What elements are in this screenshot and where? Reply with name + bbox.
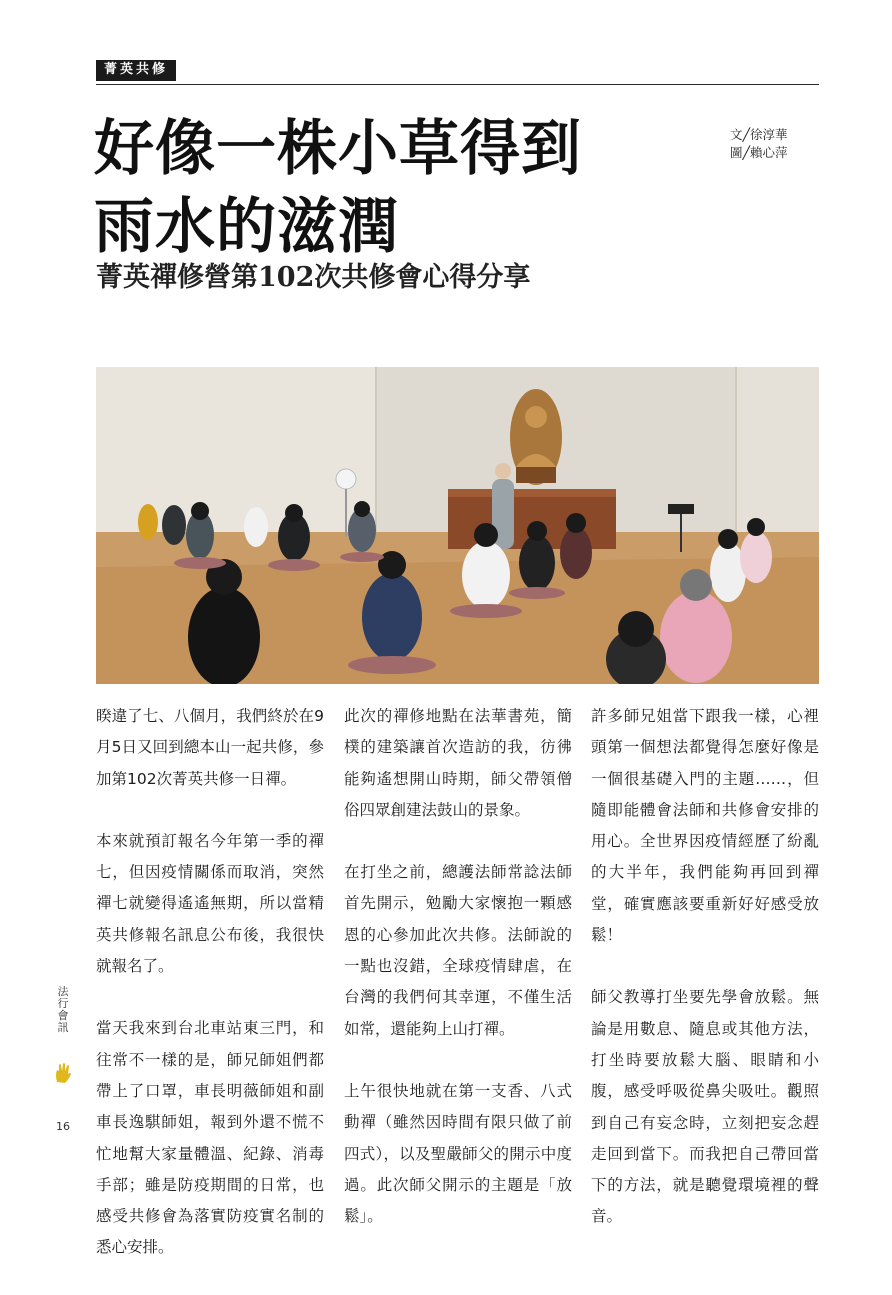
paragraph: 許多師兄姐當下跟我一樣，心裡頭第一個想法都覺得怎麼好像是一個很基礎入門的主題……，但隨即能體會法師和共修會安排的用心。全世界因疫情經歷了紛亂的大半年，我們能夠再回到禪堂，確實應該要重新好好感受放鬆！ <box>591 707 819 945</box>
paragraph: 睽違了七、八個月，我們終於在9月5日又回到總本山一起共修，參加第102次菁英共修一日禪。 <box>96 707 324 788</box>
article-credits <box>730 126 788 162</box>
header-rule <box>96 84 819 85</box>
hand-icon <box>54 1062 72 1084</box>
photo-illustration <box>96 367 819 684</box>
title-line-2: 雨水的滋潤 <box>94 192 399 262</box>
article-title <box>94 110 654 266</box>
body-column-3 <box>591 701 819 1264</box>
article-subtitle: 菁英禪修營第102次共修會心得分享 <box>96 262 531 293</box>
page-number: 16 <box>56 1120 70 1133</box>
section-tag: 菁英共修 <box>96 60 176 81</box>
title-line-1: 好像一株小草得到 <box>94 114 582 184</box>
magazine-mark: 法行會訊 <box>57 985 69 1034</box>
paragraph: 當天我來到台北車站東三門，和往常不一樣的是，師兄師姐們都帶上了口罩，車長明薇師姐和副車長逸騏師姐，報到外還不慌不忙地幫大家量體溫、紀錄、消毒手部；雖是防疫期間的日常，也感受共修會為落實防疫實名制的悉心安排。 <box>96 1019 324 1257</box>
paragraph: 師父教導打坐要先學會放鬆。無論是用數息、隨息或其他方法，打坐時要放鬆大腦、眼睛和小腹，感受呼吸從鼻尖吸吐。觀照到自己有妄念時，立刻把妄念趕走回到當下。而我把自己帶回當下的方法，就是聽覺環境裡的聲音。 <box>591 988 819 1226</box>
paragraph: 在打坐之前，總護法師常諗法師首先開示，勉勵大家懷抱一顆感恩的心參加此次共修。法師說的一點也沒錯，全球疫情肆虐，在台灣的我們何其幸運，不僅生活如常，還能夠上山打禪。 <box>344 863 572 1038</box>
meditation-hall-photo <box>96 367 819 684</box>
credit-writer: 文╱徐淳華 <box>730 127 788 142</box>
paragraph: 此次的禪修地點在法華書苑，簡樸的建築讓首次造訪的我，彷彿能夠遙想開山時期，師父帶領僧俗四眾創建法鼓山的景象。 <box>344 707 572 819</box>
body-column-1 <box>96 701 324 1295</box>
paragraph: 上午很快地就在第一支香、八式動禪（雖然因時間有限只做了前四式），以及聖嚴師父的開示中度過。此次師父開示的主題是「放鬆」。 <box>344 1081 572 1226</box>
credit-photographer: 圖╱賴心萍 <box>730 145 788 160</box>
paragraph: 本來就預訂報名今年第一季的禪七，但因疫情關係而取消，突然禪七就變得遙遙無期，所以當精英共修報名訊息公布後，我很快就報名了。 <box>96 831 324 976</box>
body-column-2 <box>344 701 572 1263</box>
